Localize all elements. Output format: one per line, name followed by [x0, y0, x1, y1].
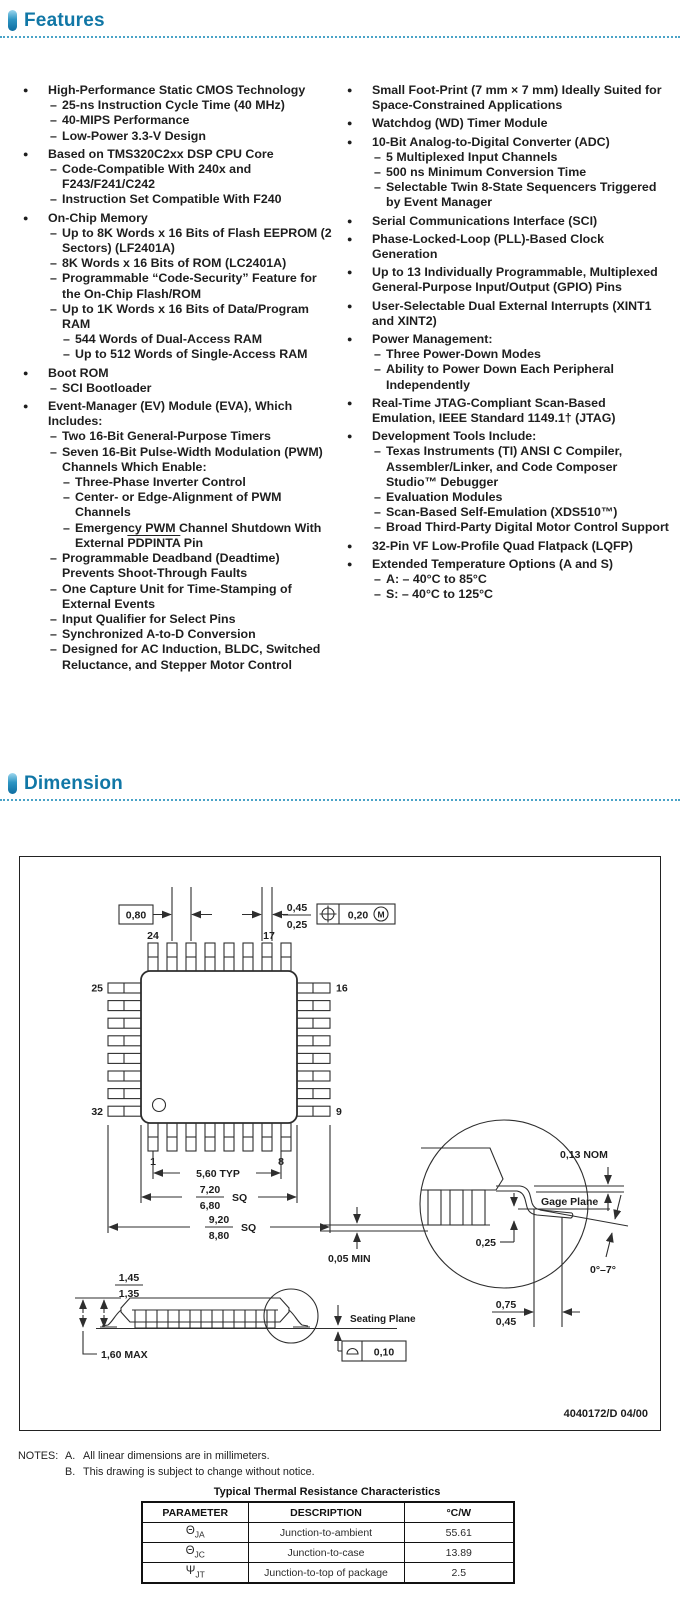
bullet-icon: ●: [347, 397, 353, 408]
dash-icon: –: [374, 347, 381, 362]
dash-icon: –: [374, 587, 381, 602]
feature-item: – SCI Bootloader: [50, 380, 152, 395]
feature-item: – Selectable Twin 8-State Sequencers Triggered by Event Manager: [374, 180, 657, 210]
features-column-right: [347, 83, 671, 603]
feature-item: ● Boot ROM: [23, 365, 109, 380]
flatness-value: 0,10: [373, 1346, 395, 1359]
param-symbol: Ψ: [185, 1565, 196, 1578]
param-value: 13.89: [404, 1543, 514, 1563]
dash-icon: –: [63, 475, 70, 490]
param-description: Junction-to-case: [248, 1543, 404, 1563]
position-tolerance-frame: [317, 904, 395, 924]
dash-icon: –: [63, 490, 70, 505]
feature-item: – Texas Instruments (TI) ANSI C Compiler, Assembler/Linker, and Code Composer Studio™ Debugger: [374, 444, 623, 489]
dash-icon: –: [374, 149, 381, 164]
bullet-icon: ●: [347, 118, 353, 129]
dash-icon: –: [63, 520, 70, 535]
feature-item: ● 10-Bit Analog-to-Digital Converter (ADC): [347, 134, 610, 149]
feature-item: – Broad Third-Party Digital Motor Control Support: [374, 520, 669, 535]
dash-icon: –: [50, 429, 57, 444]
dash-icon: –: [50, 128, 57, 143]
col-units: °C/W: [404, 1502, 514, 1523]
pin16-label: 16: [336, 982, 348, 995]
pin8-label: 8: [278, 1156, 284, 1168]
dash-icon: –: [50, 271, 57, 286]
lead-width-dimension: [242, 887, 311, 941]
note-b-text: This drawing is subject to change without notice.: [83, 1466, 315, 1478]
lead-thickness-label: 0,13 NOM: [560, 1149, 608, 1161]
bullet-icon: ●: [347, 558, 353, 569]
bullet-icon: ●: [347, 300, 353, 311]
feature-item: ● User-Selectable Dual External Interrupts (XINT1 and XINT2): [347, 298, 652, 328]
thermal-table-section: [141, 1486, 513, 1584]
feature-item: – One Capture Unit for Time-Stamping of External Events: [50, 581, 292, 611]
pitch-label: 0,80: [125, 909, 147, 922]
dash-icon: –: [50, 444, 57, 459]
pitch-dimension: [119, 887, 212, 941]
drawing-doc-number: 4040172/D 04/00: [563, 1408, 648, 1420]
bullet-icon: ●: [347, 540, 353, 551]
feature-item: – 8K Words x 16 Bits of ROM (LC2401A): [50, 256, 287, 271]
dash-icon: –: [50, 551, 57, 566]
feature-item: ● Based on TMS320C2xx DSP CPU Core: [23, 146, 274, 161]
feature-item: ● Up to 13 Individually Programmable, Multiplexed General-Purpose Input/Output (GPIO) Pins: [347, 265, 658, 295]
feature-item: – S: – 40°C to 125°C: [374, 587, 494, 602]
dash-icon: –: [50, 380, 57, 395]
feature-item: ● Serial Communications Interface (SCI): [347, 213, 598, 228]
table-row: [142, 1523, 514, 1543]
feature-item: – Scan-Based Self-Emulation (XDS510™): [374, 505, 618, 520]
typ-label: 5,60 TYP: [196, 1168, 240, 1180]
feature-item: – Up to 512 Words of Single-Access RAM: [63, 347, 308, 362]
dash-icon: –: [50, 611, 57, 626]
feature-item: – Instruction Set Compatible With F240: [50, 192, 282, 207]
feature-item: ● High-Performance Static CMOS Technology: [23, 83, 306, 97]
feature-item: ● Real-Time JTAG-Compliant Scan-Based Emulation, IEEE Standard 1149.1† (JTAG): [347, 395, 616, 426]
body-height-lower: 1,35: [118, 1288, 140, 1300]
lead-width-upper: 0,45: [286, 902, 308, 914]
note-a-text: All linear dimensions are in millimeters.: [83, 1450, 270, 1462]
col-parameter: PARAMETER: [142, 1502, 248, 1523]
max-height-label: 1,60 MAX: [101, 1349, 148, 1361]
feature-item: – 500 ns Minimum Conversion Time: [374, 165, 587, 180]
overall-size-sq: SQ: [241, 1222, 257, 1234]
feature-item: – Evaluation Modules: [374, 490, 503, 505]
dash-icon: –: [50, 113, 57, 128]
package-top-view: [91, 887, 395, 1242]
features-section-header: [0, 5, 680, 38]
feature-item: – Up to 8K Words x 16 Bits of Flash EEPROM (2 Sectors) (LF2401A): [50, 225, 332, 256]
pin24-label: 24: [147, 930, 159, 942]
dash-icon: –: [50, 301, 57, 316]
section-pill-icon: [8, 10, 17, 31]
bullet-icon: ●: [23, 367, 29, 378]
feature-item: – Designed for AC Induction, BLDC, Switched Reluctance, and Stepper Motor Control: [50, 642, 321, 672]
feature-item: – Up to 1K Words x 16 Bits of Data/Program RAM: [50, 301, 309, 332]
feature-item: – Programmable “Code-Security” Feature for the On-Chip Flash/ROM: [50, 271, 317, 301]
dash-icon: –: [50, 225, 57, 240]
package-side-view: [75, 1272, 416, 1361]
feature-item: – Center- or Edge-Alignment of PWM Channels: [63, 490, 282, 520]
feature-item: – Ability to Power Down Each Peripheral Independently: [374, 362, 614, 392]
param-subscript: JC: [194, 1549, 205, 1560]
flatness-tolerance-frame: [342, 1341, 406, 1361]
lead-detail-view: [320, 1120, 628, 1328]
feature-item: ● On-Chip Memory: [23, 210, 148, 225]
body-size-upper: 7,20: [199, 1184, 221, 1196]
feature-item: – 25-ns Instruction Cycle Time (40 MHz): [50, 98, 285, 113]
param-subscript: JT: [195, 1569, 205, 1580]
package-dimension-drawing: [19, 856, 661, 1431]
body-size-lower: 6,80: [199, 1200, 221, 1212]
foot-length-lower: 0,45: [495, 1316, 517, 1328]
dash-icon: –: [50, 162, 57, 177]
lqfp-drawing-svg: [20, 857, 660, 1430]
feature-item: – Three Power-Down Modes: [374, 347, 541, 362]
dimension-title: Dimension: [24, 772, 123, 794]
typ-dimension: [153, 1151, 281, 1180]
seating-plane-label: Seating Plane: [350, 1314, 416, 1325]
dash-icon: –: [50, 642, 57, 657]
param-symbol: Θ: [185, 1525, 195, 1538]
feature-item: – Emergency PWM Channel Shutdown With External PDPINTA Pin: [63, 520, 322, 550]
overall-size-upper: 9,20: [208, 1214, 230, 1226]
bullet-icon: ●: [347, 431, 353, 442]
section-pill-icon: [8, 773, 17, 794]
overall-size-lower: 8,80: [208, 1230, 230, 1242]
pin17-label: 17: [263, 930, 275, 942]
body-height-upper: 1,45: [118, 1272, 140, 1284]
bullet-icon: ●: [347, 215, 353, 226]
angle-label: 0°–7°: [590, 1264, 616, 1276]
feature-item: – 544 Words of Dual-Access RAM: [63, 332, 263, 347]
pin25-label: 25: [91, 982, 103, 995]
dash-icon: –: [50, 627, 57, 642]
feature-item: – Seven 16-Bit Pulse-Width Modulation (PWM) Channels Which Enable:: [50, 444, 323, 474]
thermal-table-title: Typical Thermal Resistance Characteristics: [213, 1486, 441, 1498]
feature-item: – Input Qualifier for Select Pins: [50, 611, 236, 626]
bullet-icon: ●: [23, 148, 29, 159]
flatness-icon: [347, 1349, 358, 1355]
bullet-icon: ●: [347, 233, 353, 244]
dash-icon: –: [374, 444, 381, 459]
feature-item: – Low-Power 3.3-V Design: [50, 128, 206, 143]
col-description: DESCRIPTION: [248, 1502, 404, 1523]
feature-item: ● Event-Manager (EV) Module (EVA), Which Includes:: [23, 399, 293, 429]
bullet-icon: ●: [347, 85, 353, 95]
notes-label: NOTES:: [18, 1450, 59, 1462]
pin32-label: 32: [91, 1106, 103, 1118]
mmc-modifier-letter: M: [377, 909, 385, 920]
dash-icon: –: [50, 581, 57, 596]
gage-plane-label: Gage Plane: [541, 1196, 599, 1208]
note-a-letter: A.: [65, 1450, 76, 1462]
position-tolerance-icon: [320, 906, 337, 923]
dimension-section-header: [0, 768, 680, 801]
pin9-label: 9: [336, 1106, 342, 1118]
table-row: [142, 1543, 514, 1563]
bullet-icon: ●: [347, 136, 353, 147]
dash-icon: –: [63, 347, 70, 362]
feature-item: – Programmable Deadband (Deadtime) Prevents Shoot-Through Faults: [50, 551, 280, 581]
detail-callout-circle: [264, 1289, 318, 1343]
feature-item: ● 32-Pin VF Low-Profile Quad Flatpack (LQFP): [347, 538, 633, 553]
tolerance-value: 0,20: [347, 909, 369, 922]
feature-item: ● Watchdog (WD) Timer Module: [347, 116, 548, 131]
table-header-row: [142, 1502, 514, 1523]
param-subscript: JA: [194, 1529, 205, 1540]
feature-item: ● Power Management:: [347, 332, 493, 347]
dash-icon: –: [374, 180, 381, 195]
bullet-icon: ●: [347, 334, 353, 345]
dash-icon: –: [50, 256, 57, 271]
gage-offset-label: 0,25: [475, 1237, 496, 1249]
feature-item: ● Extended Temperature Options (A and S): [347, 556, 613, 571]
dash-icon: –: [374, 362, 381, 377]
feature-item: ● Small Foot-Print (7 mm × 7 mm) Ideally Suited for Space-Constrained Applications: [347, 83, 662, 113]
dash-icon: –: [63, 332, 70, 347]
param-description: Junction-to-ambient: [248, 1523, 404, 1543]
feature-item: – Two 16-Bit General-Purpose Timers: [50, 429, 271, 444]
dash-icon: –: [374, 505, 381, 520]
dash-icon: –: [50, 192, 57, 207]
features-title: Features: [24, 9, 105, 31]
feature-item: ● Development Tools Include:: [347, 429, 537, 444]
bullet-icon: ●: [23, 212, 29, 223]
bullet-icon: ●: [347, 267, 353, 278]
bullet-icon: ●: [23, 401, 29, 412]
pin1-label: 1: [150, 1156, 156, 1168]
param-symbol: Θ: [185, 1545, 195, 1558]
feature-item: – A: – 40°C to 85°C: [374, 572, 487, 587]
feature-item: – 40-MIPS Performance: [50, 113, 190, 128]
foot-length-upper: 0,75: [495, 1299, 517, 1311]
feature-item: ● Phase-Locked-Loop (PLL)-Based Clock Generation: [347, 231, 605, 262]
note-b-letter: B.: [65, 1466, 76, 1478]
feature-item: – Three-Phase Inverter Control: [63, 475, 246, 490]
body-size-sq: SQ: [232, 1192, 248, 1204]
feature-item: – 5 Multiplexed Input Channels: [374, 149, 558, 164]
dash-icon: –: [374, 572, 381, 587]
notes-block: [18, 1448, 315, 1480]
dash-icon: –: [374, 165, 381, 180]
table-row: [142, 1563, 514, 1584]
dash-icon: –: [374, 490, 381, 505]
standoff-label: 0,05 MIN: [328, 1253, 371, 1265]
features-column-left: [23, 83, 335, 673]
overlined-signal-name: PDPINTA: [127, 535, 181, 550]
param-description: Junction-to-top of package: [248, 1563, 404, 1584]
param-value: 2.5: [404, 1563, 514, 1584]
bullet-icon: ●: [23, 85, 29, 95]
feature-item: – Synchronized A-to-D Conversion: [50, 627, 256, 642]
param-value: 55.61: [404, 1523, 514, 1543]
lead-width-lower: 0,25: [286, 919, 308, 931]
dash-icon: –: [374, 520, 381, 535]
dash-icon: –: [50, 98, 57, 113]
feature-item: – Code-Compatible With 240x and F243/F241/C242: [50, 162, 252, 192]
thermal-table: [141, 1501, 515, 1584]
